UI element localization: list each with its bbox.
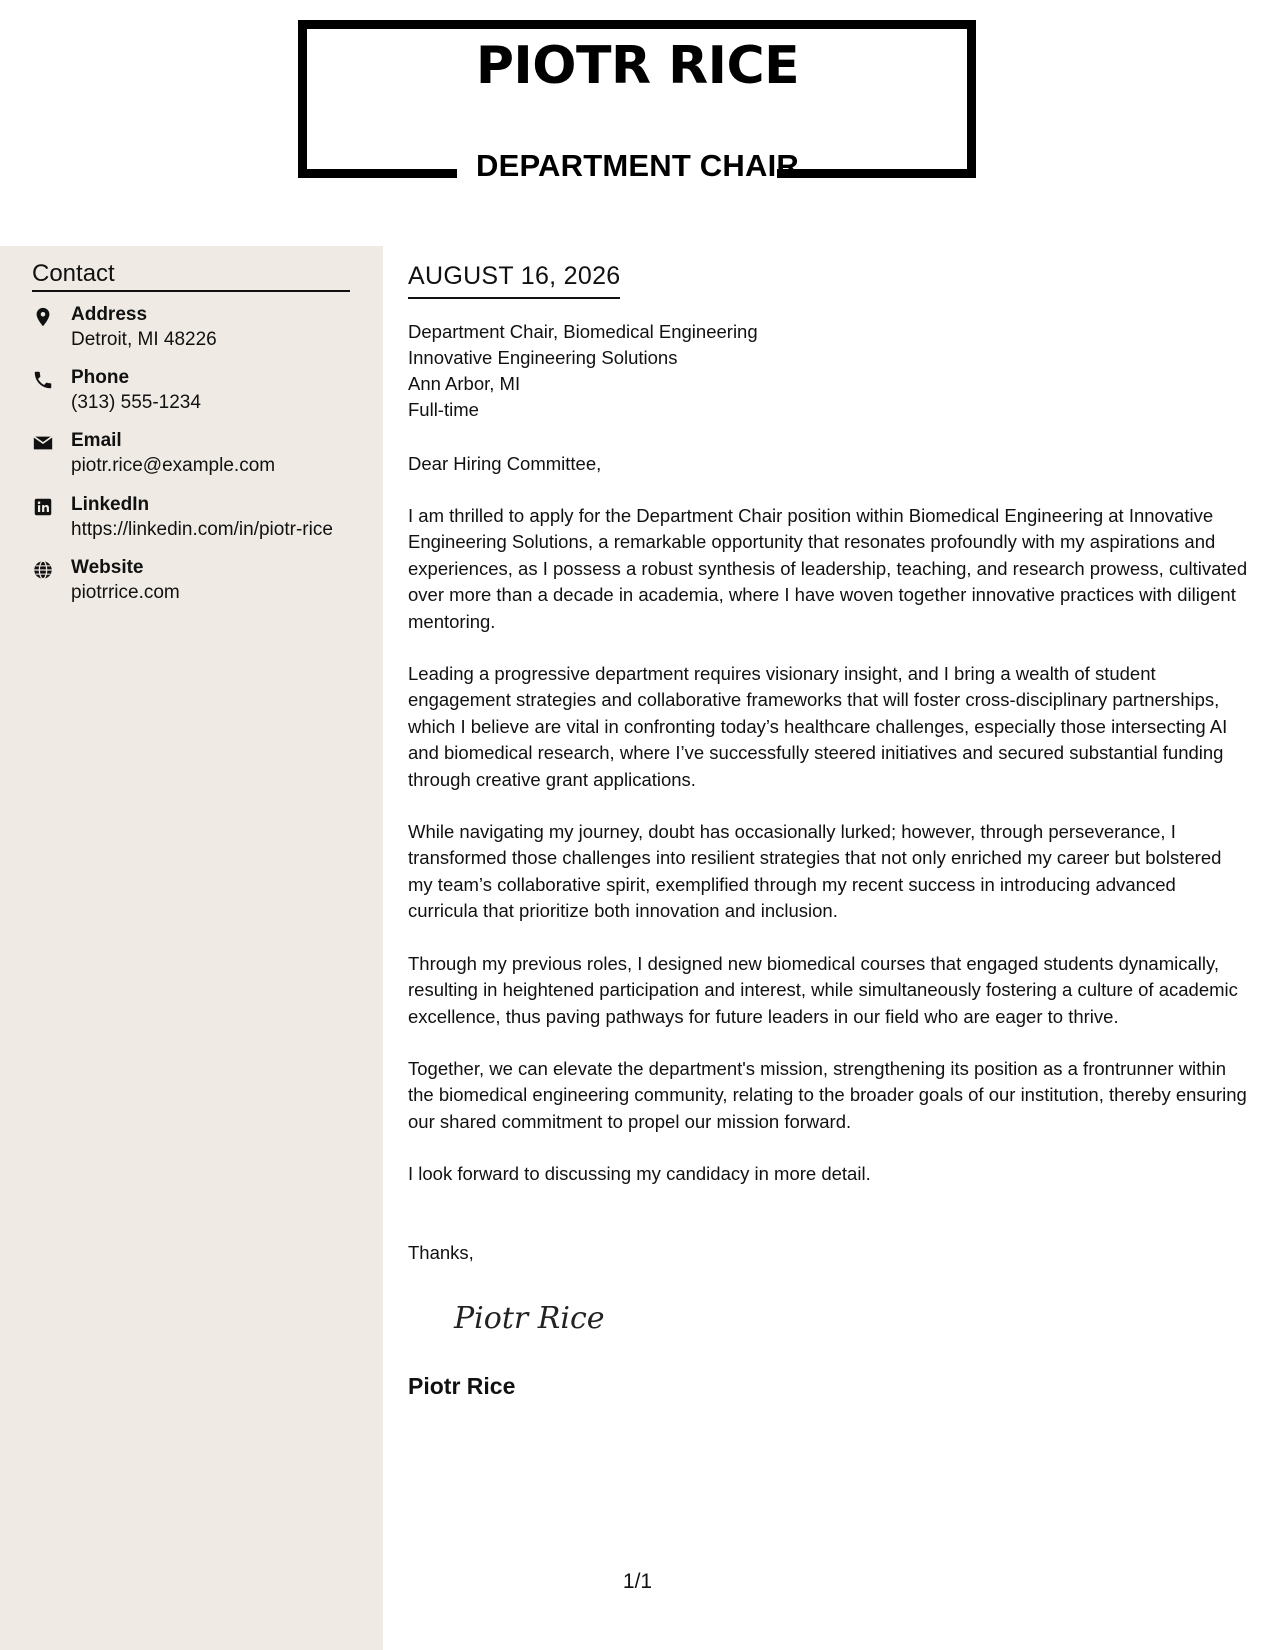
letter-paragraph: Together, we can elevate the department's mission, strengthening its position as a frontrunner within the biomedical engineering community, relating to the broader goals of our institution, thereby ensuring our shared commitment to propel our mission forward. (408, 1057, 1247, 1132)
contact-heading: Contact (32, 260, 350, 292)
contact-label: Phone (71, 367, 130, 388)
contact-value: (313) 555-1234 (71, 392, 201, 413)
job-title: DEPARTMENT CHAIR (476, 148, 799, 183)
contact-label: Address (71, 304, 148, 325)
phone-icon (32, 369, 54, 391)
salutation: Dear Hiring Committee, (408, 453, 602, 474)
letter-date: AUGUST 16, 2026 (408, 262, 620, 299)
contact-value: Detroit, MI 48226 (71, 329, 217, 350)
signer-name: Piotr Rice (408, 1372, 516, 1399)
map-pin-icon (32, 306, 54, 328)
letter-paragraph: Leading a progressive department requires visionary insight, and I bring a wealth of student engagement strategies and collaborative frameworks that will foster cross-disciplinary partnerships, which I believe are vital in confronting today’s healthcare challenges, especially those intersecting AI and biomedical research, where I’ve successfully steered initiatives and secured substantial funding through creative grant applications. (408, 663, 1228, 790)
recipient-line: Innovative Engineering Solutions (408, 347, 678, 368)
linkedin-icon (32, 496, 54, 518)
signature-text: Piotr Rice (454, 1300, 605, 1336)
contact-value: piotrrice.com (71, 582, 180, 603)
envelope-icon (32, 432, 54, 454)
applicant-name: PIOTR RICE (475, 36, 800, 96)
letter-paragraph: Through my previous roles, I designed new biomedical courses that engaged students dynamically, resulting in heightened participation and interest, while simultaneously fostering a culture of academic excellence, thus paving pathways for future leaders in our field who are eager to thrive. (408, 952, 1238, 1027)
contact-value: piotr.rice@example.com (71, 455, 276, 476)
globe-icon (32, 559, 54, 581)
recipient-line: Full-time (408, 399, 479, 420)
contact-label: Email (71, 430, 122, 451)
recipient-line: Ann Arbor, MI (408, 373, 521, 394)
closing: Thanks, (408, 1241, 474, 1263)
letter-paragraph: While navigating my journey, doubt has occasionally lurked; however, through perseverance, I transformed those challenges into resilient strategies that not only enriched my career but bolstered my team’s collaborative spirit, exemplified through my recent success in introducing advanced curricula that prioritize both innovation and inclusion. (408, 821, 1222, 922)
letter-paragraph: I am thrilled to apply for the Department Chair position within Biomedical Engineering at Innovative Engineering Solutions, a remarkable opportunity that resonates profoundly with my aspirations and experiences, as I possess a robust synthesis of leadership, teaching, and research prowess, cultivated over more than a decade in academia, where I have woven together innovative practices with diligent mentoring. (408, 505, 1248, 632)
letter-paragraph: I look forward to discussing my candidacy in more detail. (408, 1163, 871, 1185)
contact-label: LinkedIn (71, 494, 150, 515)
recipient-line: Department Chair, Biomedical Engineering (408, 321, 758, 342)
page-number: 1/1 (622, 1570, 653, 1593)
recipient-block (408, 319, 1248, 423)
contact-label: Website (71, 557, 144, 578)
contact-value: https://linkedin.com/in/piotr-rice (71, 519, 333, 540)
signature-image (452, 1294, 1248, 1345)
letter-body (408, 262, 1248, 1400)
